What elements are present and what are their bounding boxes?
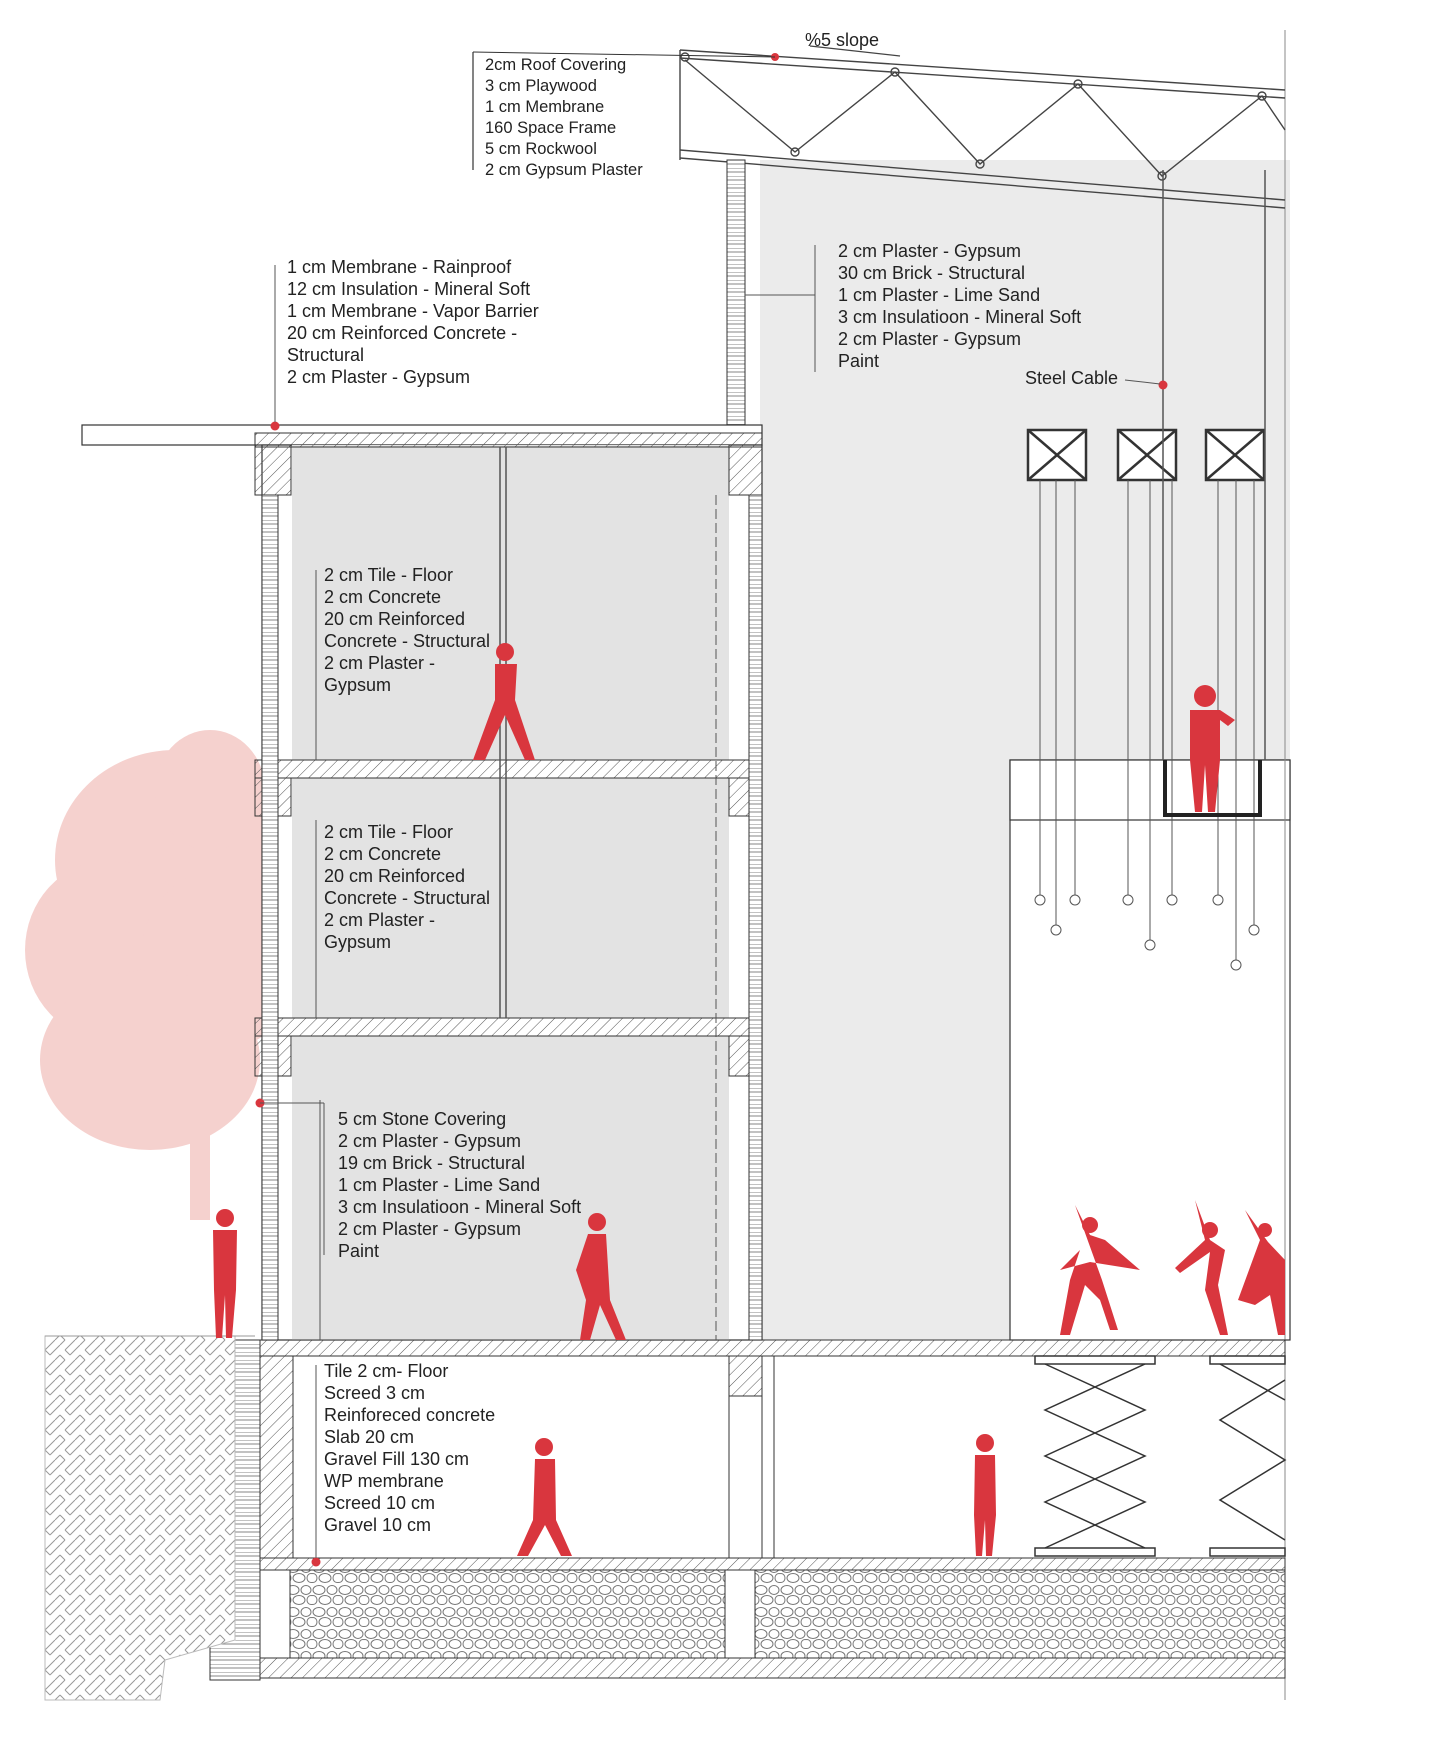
- svg-text:2 cm Plaster -: 2 cm Plaster -: [324, 910, 436, 930]
- hall-wall: [727, 160, 745, 425]
- svg-text:WP membrane: WP membrane: [324, 1471, 444, 1491]
- svg-text:Slab 20 cm: Slab 20 cm: [324, 1427, 415, 1447]
- svg-text:Gravel 10 cm: Gravel 10 cm: [324, 1515, 432, 1535]
- svg-text:20 cm Reinforced: 20 cm Reinforced: [324, 609, 466, 629]
- svg-text:160 Space Frame: 160 Space Frame: [485, 119, 617, 137]
- steel-cable-label: Steel Cable: [1025, 368, 1119, 388]
- svg-text:Gravel Fill 130 cm: Gravel Fill 130 cm: [324, 1449, 470, 1469]
- svg-text:12 cm Insulation - Mineral Sof: 12 cm Insulation - Mineral Soft: [287, 279, 531, 299]
- svg-text:Concrete - Structural: Concrete - Structural: [324, 631, 491, 651]
- svg-text:Tile 2 cm- Floor: Tile 2 cm- Floor: [324, 1361, 449, 1381]
- svg-text:2 cm Tile - Floor: 2 cm Tile - Floor: [324, 822, 454, 842]
- svg-text:Screed 10 cm: Screed 10 cm: [324, 1493, 436, 1513]
- basement-marker: [312, 1558, 321, 1567]
- svg-text:20 cm Reinforced Concrete -: 20 cm Reinforced Concrete -: [287, 323, 518, 343]
- svg-text:2 cm Gypsum Plaster: 2 cm Gypsum Plaster: [485, 161, 643, 179]
- svg-text:2 cm Plaster - Gypsum: 2 cm Plaster - Gypsum: [287, 367, 471, 387]
- svg-text:3 cm Insulatioon - Mineral Sof: 3 cm Insulatioon - Mineral Soft: [838, 307, 1082, 327]
- svg-text:1 cm Membrane: 1 cm Membrane: [485, 98, 605, 116]
- svg-text:2 cm Plaster - Gypsum: 2 cm Plaster - Gypsum: [838, 329, 1022, 349]
- svg-text:1 cm Membrane - Vapor Barrier: 1 cm Membrane - Vapor Barrier: [287, 301, 539, 321]
- rigging-boxes: [1028, 430, 1264, 480]
- ground-soil: [45, 1336, 235, 1700]
- svg-text:2 cm Plaster - Gypsum: 2 cm Plaster - Gypsum: [338, 1219, 522, 1239]
- steel-cable-marker: [1159, 381, 1168, 390]
- roof-slope-label: %5 slope: [805, 30, 880, 50]
- svg-text:5 cm Stone Covering: 5 cm Stone Covering: [338, 1109, 507, 1129]
- roof-layers-label: [485, 56, 643, 179]
- svg-text:2 cm Plaster - Gypsum: 2 cm Plaster - Gypsum: [338, 1131, 522, 1151]
- svg-text:3 cm Playwood: 3 cm Playwood: [485, 77, 597, 95]
- svg-text:2cm Roof Covering: 2cm Roof Covering: [485, 56, 627, 74]
- svg-text:Reinforeced concrete: Reinforeced concrete: [324, 1405, 496, 1425]
- svg-text:2 cm Concrete: 2 cm Concrete: [324, 844, 442, 864]
- svg-text:1 cm Plaster - Lime Sand: 1 cm Plaster - Lime Sand: [338, 1175, 541, 1195]
- svg-text:Structural: Structural: [287, 345, 365, 365]
- flat-roof-marker: [271, 422, 280, 431]
- flat-roof-layers-label: [287, 257, 539, 387]
- svg-text:Screed 3 cm: Screed 3 cm: [324, 1383, 426, 1403]
- scissor-lifts: [1035, 1356, 1285, 1556]
- svg-text:Paint: Paint: [838, 351, 880, 371]
- svg-text:5 cm Rockwool: 5 cm Rockwool: [485, 140, 597, 158]
- basement-floor-layers-label: [324, 1361, 495, 1535]
- svg-text:2 cm Plaster -: 2 cm Plaster -: [324, 653, 436, 673]
- svg-text:Gypsum: Gypsum: [324, 932, 392, 952]
- svg-text:2 cm Plaster - Gypsum: 2 cm Plaster - Gypsum: [838, 241, 1022, 261]
- svg-text:Concrete - Structural: Concrete - Structural: [324, 888, 491, 908]
- svg-text:20 cm Reinforced: 20 cm Reinforced: [324, 866, 466, 886]
- svg-text:1 cm Plaster - Lime Sand: 1 cm Plaster - Lime Sand: [838, 285, 1041, 305]
- svg-text:30 cm Brick - Structural: 30 cm Brick - Structural: [838, 263, 1026, 283]
- svg-text:2 cm Concrete: 2 cm Concrete: [324, 587, 442, 607]
- svg-text:19 cm Brick - Structural: 19 cm Brick - Structural: [338, 1153, 526, 1173]
- svg-text:Gypsum: Gypsum: [324, 675, 392, 695]
- svg-text:Paint: Paint: [338, 1241, 380, 1261]
- svg-text:1 cm Membrane - Rainproof: 1 cm Membrane - Rainproof: [287, 257, 512, 277]
- svg-text:3 cm Insulatioon - Mineral Sof: 3 cm Insulatioon - Mineral Soft: [338, 1197, 582, 1217]
- svg-text:2 cm Tile - Floor: 2 cm Tile - Floor: [324, 565, 454, 585]
